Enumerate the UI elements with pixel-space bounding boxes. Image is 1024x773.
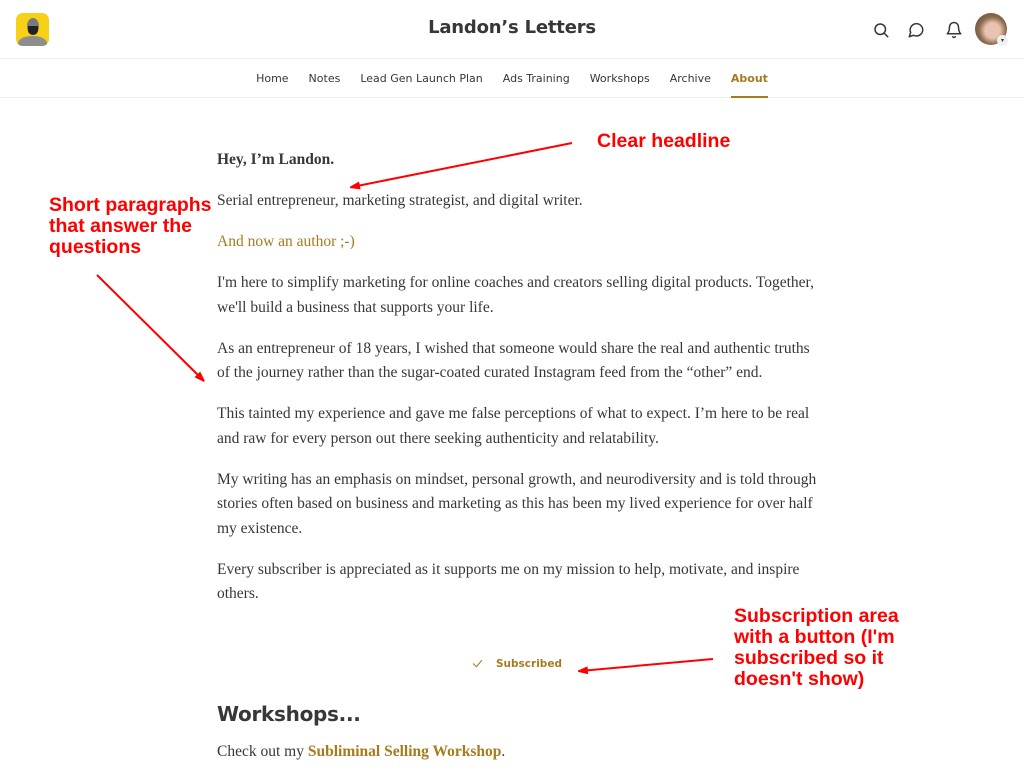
about-paragraph: Serial entrepreneur, marketing strategist, and digital writer. (217, 192, 583, 209)
annotation-subscription: Subscription area with a button (I'm subscribed so it doesn't show) (734, 605, 899, 690)
workshops-heading: Workshops... (217, 702, 361, 726)
search-button[interactable] (870, 19, 892, 41)
main-nav (0, 60, 1024, 98)
workshops-text-prefix: Check out my (217, 743, 308, 760)
search-icon (872, 21, 890, 39)
notifications-button[interactable] (943, 19, 965, 41)
publication-title[interactable]: Landon’s Letters (428, 17, 596, 38)
about-paragraph-author: And now an author ;-) (217, 233, 355, 250)
nav-about[interactable]: About (721, 60, 778, 98)
workshops-text (217, 740, 505, 764)
subscribed-button[interactable] (471, 657, 562, 670)
about-paragraph: I'm here to simplify marketing for online coaches and creators selling digital products. Together, we'll build a business that supports your life. (217, 274, 814, 316)
annotation-paragraphs: Short paragraphs that answer the questions (49, 194, 212, 258)
bell-icon (945, 21, 963, 39)
workshops-text-suffix: . (501, 743, 506, 760)
chevron-down-icon[interactable]: ▾ (997, 35, 1008, 46)
annotation-headline: Clear headline (597, 130, 731, 152)
check-icon (471, 657, 484, 670)
nav-home[interactable]: Home (256, 72, 289, 85)
about-paragraph: My writing has an emphasis on mindset, personal growth, and neurodiversity and is told through stories often based on business and marketing as this has been my lived experience for over half my existence. (217, 470, 817, 537)
nav-notes[interactable]: Notes (308, 72, 341, 85)
nav-lead-gen-launch-plan[interactable]: Lead Gen Launch Plan (360, 72, 483, 85)
chat-button[interactable] (905, 19, 927, 41)
about-paragraph: This tainted my experience and gave me false perceptions of what to expect. I’m here to be real and raw for every person out there seeking authenticity and relatability. (217, 405, 810, 447)
arrow-to-subscription (580, 659, 713, 671)
about-paragraph: As an entrepreneur of 18 years, I wished that someone would share the real and authentic truths of the journey rather than the sugar-coated curated Instagram feed from the “other” end. (217, 339, 810, 381)
subliminal-selling-workshop-link[interactable]: Subliminal Selling Workshop (307, 743, 502, 760)
subscribed-label: Subscribed (496, 657, 562, 670)
nav-workshops[interactable]: Workshops (589, 72, 650, 85)
arrow-to-paragraphs (97, 275, 203, 380)
about-greeting: Hey, I’m Landon. (217, 151, 335, 168)
about-paragraph: Every subscriber is appreciated as it supports me on my mission to help, motivate, and inspire others. (217, 560, 800, 602)
chat-icon (907, 21, 925, 39)
nav-ads-training[interactable]: Ads Training (502, 72, 570, 85)
about-content (217, 148, 817, 623)
nav-archive[interactable]: Archive (669, 72, 711, 85)
top-bar (0, 0, 1024, 59)
